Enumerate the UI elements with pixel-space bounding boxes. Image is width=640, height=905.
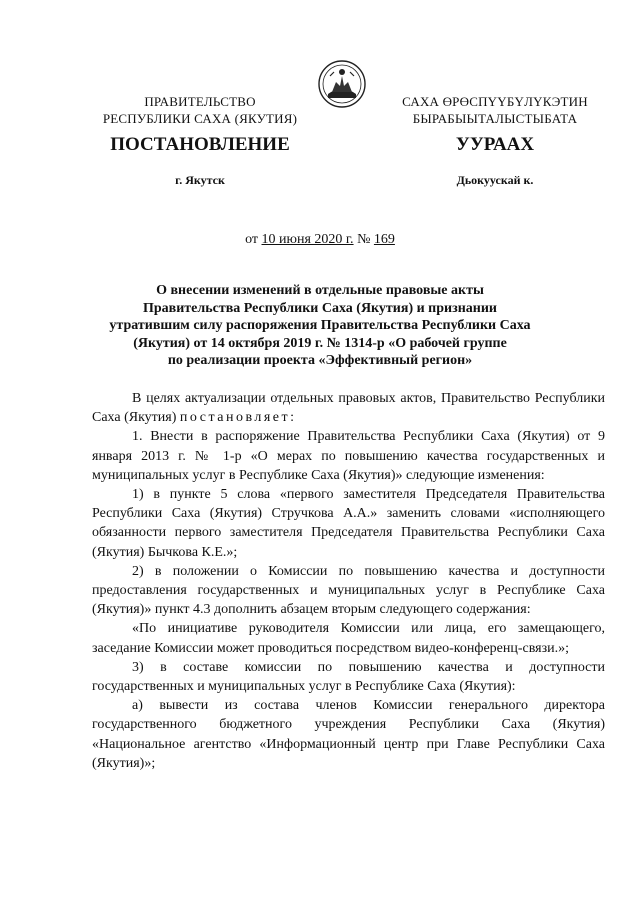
date-number-line	[0, 232, 640, 248]
title-line5: по реализации проекта «Эффективный регион»	[167, 353, 473, 368]
paragraph-preamble	[92, 389, 605, 427]
document-number: 169	[373, 232, 395, 247]
paragraph-1: 1. Внести в распоряжение Правительства Республики Саха (Якутия) от 9 января 2013 г. № 1-р «О мерах по повышению качества государственных и муниципальных услуг в Республике Саха (Якутия)» следующие изменения:	[92, 429, 605, 483]
org-name-russian	[100, 93, 300, 127]
preamble-end: :	[290, 410, 295, 426]
title-line1: О внесении изменений в отдельные правовые акты	[156, 283, 484, 298]
org-left-line2: РЕСПУБЛИКИ САХА (ЯКУТИЯ)	[102, 111, 298, 126]
org-left-line1: ПРАВИТЕЛЬСТВО	[144, 94, 256, 109]
document-body	[92, 389, 605, 773]
paragraph-1-3-a: а) вывести из состава членов Комиссии генерального директора государственного бюджетного учреждения Республики Саха (Якутия) «Национальное агентство «Информационный центр при Главе Республики Саха (Якутия)»;	[92, 698, 605, 771]
preamble-text: В целях актуализации отдельных правовых актов, Правительство Республики Саха (Якутия)	[92, 391, 605, 426]
title-line4: (Якутия) от 14 октября 2019 г. № 1314-р «О рабочей группе	[133, 335, 507, 351]
title-line2: Правительства Республики Саха (Якутия) и признании	[143, 300, 497, 316]
paragraph-1-2: 2) в положении о Комиссии по повышению качества и доступности предоставления государственных и муниципальных услуг в Республике Саха (Якутия)» пункт 4.3 дополнить абзацем вторым следующего содержания:	[92, 563, 605, 618]
doctype-russian: ПОСТАНОВЛЕНИЕ	[110, 134, 290, 155]
number-prefix: №	[353, 232, 374, 247]
city-yakut: Дьокуускай к.	[456, 173, 534, 187]
title-line3: утратившим силу распоряжения Правительства Республики Саха	[109, 318, 531, 333]
paragraph-quote: «По инициативе руководителя Комиссии или лица, его замещающего, заседание Комиссии может проводиться посредством видео-конференц-связи.»;	[92, 621, 605, 656]
date-prefix: от	[245, 232, 262, 247]
org-right-line2: БЫРАБЫЫТАЛЫСТЫБАТА	[412, 111, 578, 126]
republic-emblem-icon	[318, 58, 366, 110]
document-date: 10 июня 2020 г.	[261, 232, 354, 247]
preamble-keyword: постановляет	[179, 410, 291, 426]
paragraph-1-3: 3) в составе комиссии по повышению качества и доступности государственных и муниципальных услуг в Республике Саха (Якутия):	[92, 659, 605, 695]
org-right-line1: САХА ӨРӨСПҮҮБҮЛҮКЭТИН	[402, 94, 588, 109]
org-name-yakut	[390, 93, 600, 127]
paragraph-1-1: 1) в пункте 5 слова «первого заместителя Председателя Правительства Республики Саха (Якутия) Стручкова А.А.» заменить словами «исполняющего обязанности первого заместителя Председателя Правительства Республики Саха (Якутия) Бычкова К.Е.»;	[92, 487, 605, 560]
doctype-yakut: УУРААХ	[455, 134, 535, 155]
city-russian: г. Якутск	[175, 173, 225, 187]
document-title	[95, 282, 545, 370]
